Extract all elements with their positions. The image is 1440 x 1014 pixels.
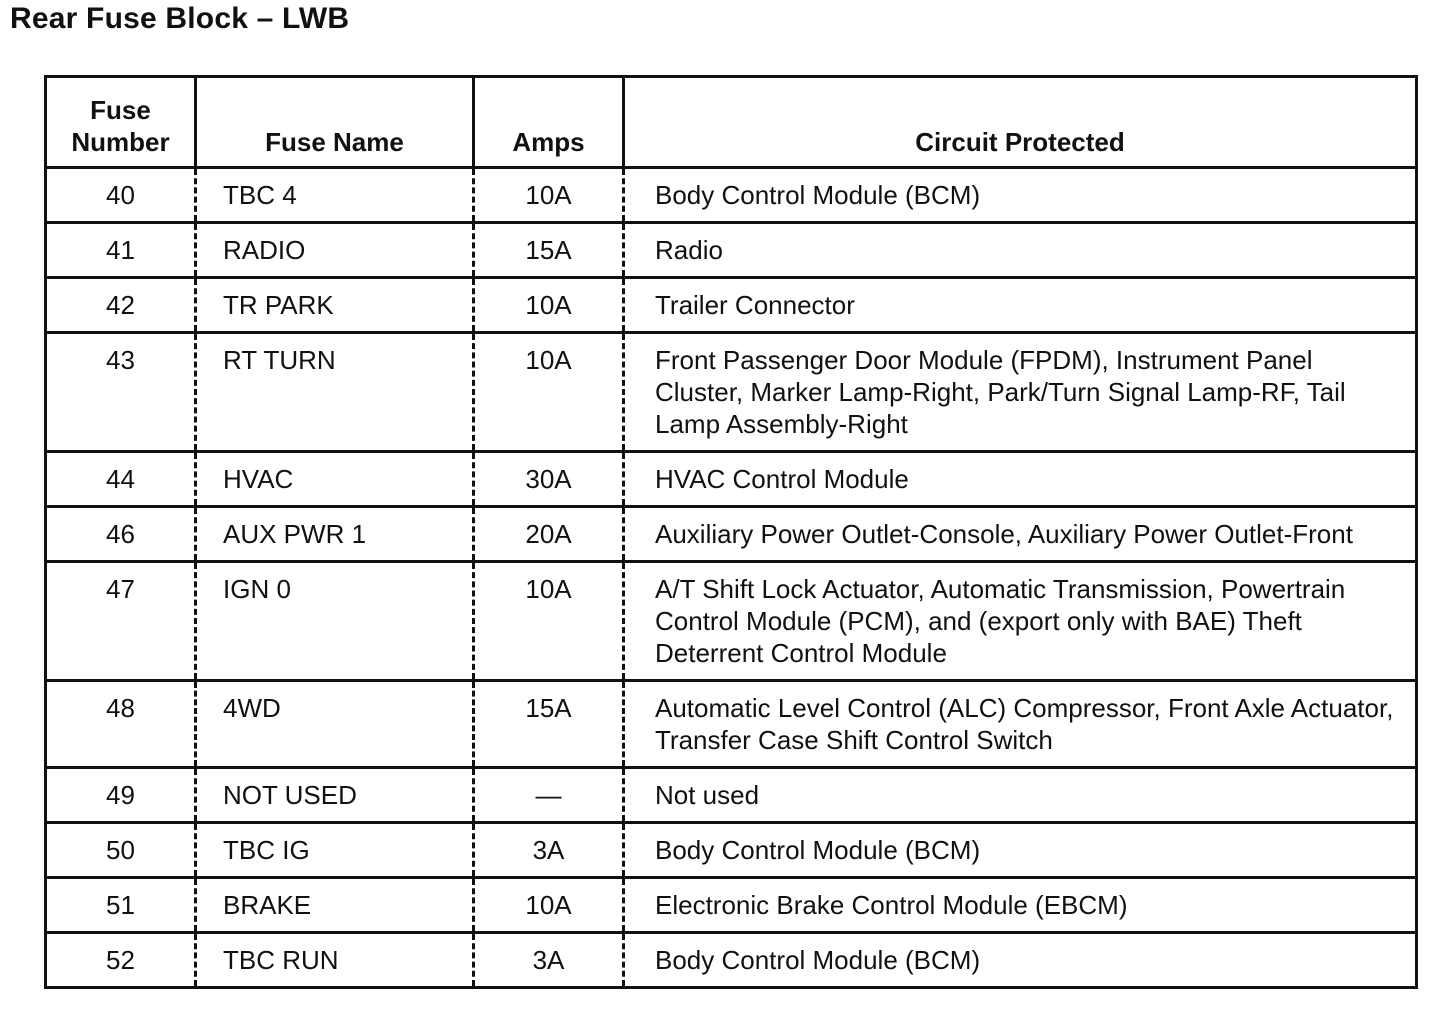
amps-cell: 10A xyxy=(474,278,624,333)
fuse-name-cell: 4WD xyxy=(196,681,474,768)
fuse-name-cell: HVAC xyxy=(196,452,474,507)
table-row xyxy=(46,823,1417,878)
amps-cell: 15A xyxy=(474,681,624,768)
table-row xyxy=(46,507,1417,562)
table-row xyxy=(46,933,1417,988)
fuse-name-cell: TBC RUN xyxy=(196,933,474,988)
circuit-protected-cell: A/T Shift Lock Actuator, Automatic Transmission, Powertrain Control Module (PCM), and (export only with BAE) Theft Deterrent Control Module xyxy=(624,562,1417,681)
amps-cell: — xyxy=(474,768,624,823)
fuse-number-cell: 46 xyxy=(46,507,196,562)
fuse-number-cell: 51 xyxy=(46,878,196,933)
fuse-name-cell: RADIO xyxy=(196,223,474,278)
fuse-name-cell: AUX PWR 1 xyxy=(196,507,474,562)
header-fuse-name: Fuse Name xyxy=(196,77,474,168)
fuse-number-cell: 40 xyxy=(46,168,196,223)
table-row xyxy=(46,562,1417,681)
circuit-protected-cell: Electronic Brake Control Module (EBCM) xyxy=(624,878,1417,933)
circuit-protected-cell: Not used xyxy=(624,768,1417,823)
amps-cell: 15A xyxy=(474,223,624,278)
amps-cell: 3A xyxy=(474,823,624,878)
table-row xyxy=(46,278,1417,333)
table-row xyxy=(46,681,1417,768)
table-row xyxy=(46,223,1417,278)
amps-cell: 30A xyxy=(474,452,624,507)
circuit-protected-cell: Radio xyxy=(624,223,1417,278)
header-circuit-protected: Circuit Protected xyxy=(624,77,1417,168)
fuse-number-cell: 43 xyxy=(46,333,196,452)
fuse-name-cell: BRAKE xyxy=(196,878,474,933)
fuse-number-cell: 50 xyxy=(46,823,196,878)
fuse-name-cell: RT TURN xyxy=(196,333,474,452)
fuse-number-cell: 48 xyxy=(46,681,196,768)
fuse-name-cell: TBC IG xyxy=(196,823,474,878)
header-fuse-number: Fuse Number xyxy=(46,77,196,168)
fuse-name-cell: IGN 0 xyxy=(196,562,474,681)
table-row xyxy=(46,168,1417,223)
circuit-protected-cell: Auxiliary Power Outlet-Console, Auxiliary Power Outlet-Front xyxy=(624,507,1417,562)
amps-cell: 10A xyxy=(474,562,624,681)
fuse-number-cell: 41 xyxy=(46,223,196,278)
circuit-protected-cell: Body Control Module (BCM) xyxy=(624,168,1417,223)
fuse-number-cell: 44 xyxy=(46,452,196,507)
header-amps: Amps xyxy=(474,77,624,168)
circuit-protected-cell: Body Control Module (BCM) xyxy=(624,933,1417,988)
fuse-number-cell: 42 xyxy=(46,278,196,333)
fuse-name-cell: TR PARK xyxy=(196,278,474,333)
amps-cell: 3A xyxy=(474,933,624,988)
fuse-number-cell: 52 xyxy=(46,933,196,988)
circuit-protected-cell: HVAC Control Module xyxy=(624,452,1417,507)
circuit-protected-cell: Body Control Module (BCM) xyxy=(624,823,1417,878)
fuse-name-cell: TBC 4 xyxy=(196,168,474,223)
amps-cell: 10A xyxy=(474,878,624,933)
header-row xyxy=(46,77,1417,168)
table-row xyxy=(46,878,1417,933)
fuse-number-cell: 47 xyxy=(46,562,196,681)
amps-cell: 20A xyxy=(474,507,624,562)
page-title: Rear Fuse Block – LWB xyxy=(10,2,350,35)
table-row xyxy=(46,452,1417,507)
fuse-table xyxy=(44,75,1418,989)
circuit-protected-cell: Front Passenger Door Module (FPDM), Instrument Panel Cluster, Marker Lamp-Right, Park/Turn Signal Lamp-RF, Tail Lamp Assembly-Right xyxy=(624,333,1417,452)
table-row xyxy=(46,768,1417,823)
circuit-protected-cell: Automatic Level Control (ALC) Compressor, Front Axle Actuator, Transfer Case Shift Control Switch xyxy=(624,681,1417,768)
fuse-number-cell: 49 xyxy=(46,768,196,823)
amps-cell: 10A xyxy=(474,168,624,223)
table-row xyxy=(46,333,1417,452)
fuse-name-cell: NOT USED xyxy=(196,768,474,823)
fuse-rows xyxy=(46,168,1417,988)
amps-cell: 10A xyxy=(474,333,624,452)
circuit-protected-cell: Trailer Connector xyxy=(624,278,1417,333)
